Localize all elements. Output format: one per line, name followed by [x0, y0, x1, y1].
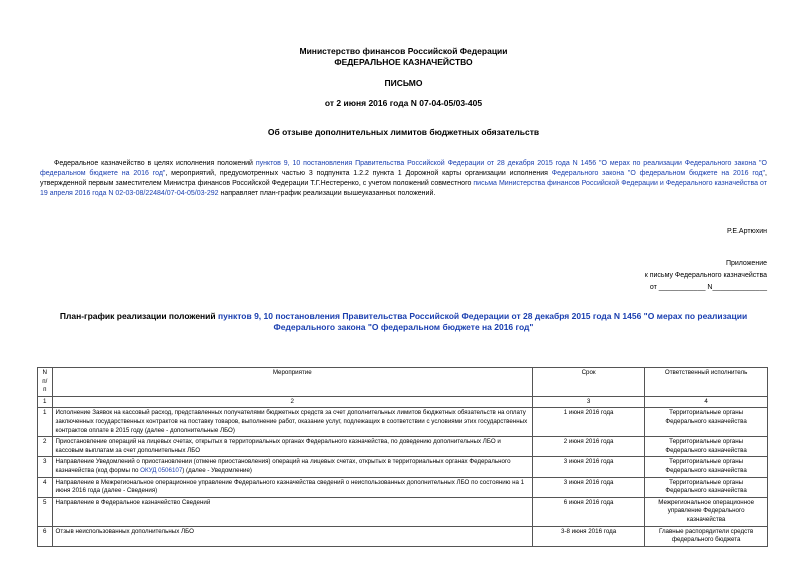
body-paragraph: [40, 159, 767, 199]
signer-name: Р.Е.Артюхин: [727, 228, 767, 235]
annex-line: к письму Федерального казначейства: [644, 272, 767, 279]
row-action: Отзыв неиспользованных дополнительных ЛБО: [52, 526, 532, 546]
table-row: [38, 437, 768, 457]
plan-title-text: План-график реализации положений: [59, 311, 218, 321]
table-numbering-row: [38, 396, 768, 408]
row-action-text: ) (далее - Уведомление): [182, 466, 252, 474]
col-number: 2: [52, 396, 532, 408]
row-number: 3: [38, 457, 53, 477]
treasury-name: ФЕДЕРАЛЬНОЕ КАЗНАЧЕЙСТВО: [334, 57, 473, 67]
table-row: [38, 457, 768, 477]
table-row: [38, 477, 768, 497]
row-action: Приостановление операций на лицевых счетах, открытых в территориальных органах Федерального казначейства, по доведению дополнительных ЛБО и кассовым выплатам за счет дополнительных ЛБО: [52, 437, 532, 457]
col-header-number: N п/п: [38, 368, 53, 397]
row-responsible: Территориальные органы Федерального казначейства: [645, 408, 768, 437]
row-number: 6: [38, 526, 53, 546]
body-text: направляет план-график реализации вышеуказанных положений.: [218, 190, 436, 197]
table-row: [38, 408, 768, 437]
row-number: 1: [38, 408, 53, 437]
plan-decree-link[interactable]: пунктов 9, 10 постановления Правительства Российской Федерации от 28 декабря 2015 года N 1456 "О мерах по реализации Федерального закона "О федеральном бюджете на 2016 год": [218, 311, 748, 332]
row-number: 2: [38, 437, 53, 457]
row-action: [52, 457, 532, 477]
row-responsible: Территориальные органы Федерального казначейства: [645, 457, 768, 477]
body-text: , мероприятий, предусмотренных частью 3 подпункта 1.2.2 пункта 1 Дорожной карты организации исполнения: [165, 170, 552, 177]
body-text: , утвержденной первым заместителем Министра финансов Российской Федерации Т.Г.Нестеренко, с учетом положений совместного: [40, 170, 767, 187]
table-row: [38, 497, 768, 526]
annex-line: от ____________ N______________: [649, 284, 767, 291]
row-deadline: 3 июня 2016 года: [532, 457, 644, 477]
budget-law-link[interactable]: Федерального закона "О федеральном бюджете на 2016 год": [551, 170, 766, 177]
doc-date-number: от 2 июня 2016 года N 07-04-05/03-405: [324, 98, 483, 108]
col-header-deadline: Срок: [532, 368, 644, 397]
table-row: [38, 526, 768, 546]
row-deadline: 3 июня 2016 года: [532, 477, 644, 497]
row-action: Направление в Федеральное казначейство Сведений: [52, 497, 532, 526]
row-deadline: 3-8 июня 2016 года: [532, 526, 644, 546]
col-header-action: Мероприятие: [52, 368, 532, 397]
row-action: Исполнение Заявок на кассовый расход, представленных получателями бюджетных средств за счет дополнительных лимитов бюджетных обязательств на оплату заключенных государственных контрактов на поставку товаров, выполнение работ, оказание услуг, подлежащих в соответствии с условиями этих государственных контрактов оплате в 2015 году (далее - дополнительные ЛБО): [52, 408, 532, 437]
ministry-name: Министерство финансов Российской Федерации: [299, 46, 508, 56]
annex-line: Приложение: [725, 260, 767, 267]
letter-header: [0, 46, 807, 68]
body-text: Федеральное казначейство в целях исполнения положений: [54, 160, 256, 167]
col-number: 1: [38, 396, 53, 408]
row-responsible: Территориальные органы Федерального казначейства: [645, 437, 768, 457]
row-number: 5: [38, 497, 53, 526]
plan-title: [40, 311, 767, 333]
doc-type: ПИСЬМО: [384, 78, 423, 88]
col-header-responsible: Ответственный исполнитель: [645, 368, 768, 397]
row-number: 4: [38, 477, 53, 497]
annex-block: [645, 258, 767, 294]
table-header-row: [38, 368, 768, 397]
row-responsible: Главные распорядители средств федерального бюджета: [645, 526, 768, 546]
row-responsible: Межрегиональное операционное управление Федерального казначейства: [645, 497, 768, 526]
row-deadline: 1 июня 2016 года: [532, 408, 644, 437]
doc-subject: Об отзыве дополнительных лимитов бюджетных обязательств: [267, 127, 540, 137]
row-responsible: Территориальные органы Федерального казначейства: [645, 477, 768, 497]
plan-table: [37, 367, 768, 547]
joint-letter-link[interactable]: письма Министерства финансов Российской Федерации и Федерального казначейства от 19 апреля 2016 года N 02-03-08/22484/07-04-05/03-292: [40, 180, 767, 197]
col-number: 4: [645, 396, 768, 408]
row-action: Направление в Межрегиональное операционное управление Федерального казначейства сведений о неиспользованных дополнительных ЛБО по состоянию на 1 июня 2016 года (далее - Сведения): [52, 477, 532, 497]
row-deadline: 6 июня 2016 года: [532, 497, 644, 526]
col-number: 3: [532, 396, 644, 408]
decree-link[interactable]: пунктов 9, 10 постановления Правительства Российской Федерации от 28 декабря 2015 года N 1456 "О мерах по реализации Федерального закона "О федеральном бюджете на 2016 год": [40, 160, 767, 177]
row-action-text: Направление Уведомлений о приостановлении (отмене приостановления) операций на лицевых счетах, открытых в территориальных органах Федерального казначейства (код формы по: [55, 458, 511, 474]
okud-link[interactable]: ОКУД 0506107: [140, 466, 183, 474]
row-deadline: 2 июня 2016 года: [532, 437, 644, 457]
